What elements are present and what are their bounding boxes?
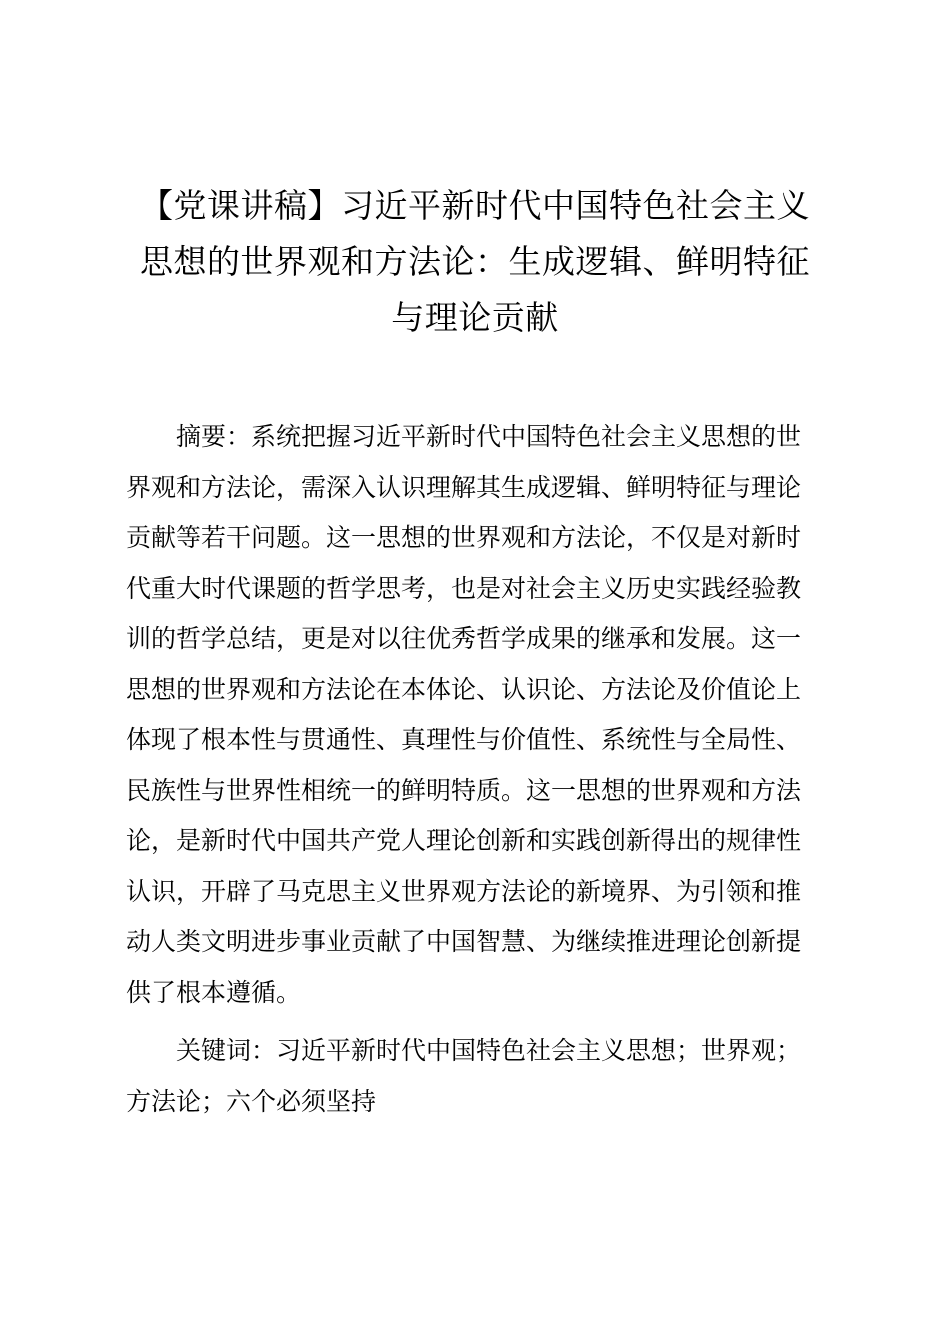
keywords-line: 方法论；六个必须坚持 bbox=[126, 1086, 377, 1116]
abstract-line: 贡献等若干问题。这一思想的世界观和方法论，不仅是对新时 bbox=[126, 523, 802, 552]
keywords-paragraph bbox=[126, 1026, 830, 1127]
abstract-line: 动人类文明进步事业贡献了中国智慧、为继续推进理论创新提 bbox=[126, 927, 802, 956]
abstract-line: 民族性与世界性相统一的鲜明特质。这一思想的世界观和方法 bbox=[126, 775, 802, 805]
title-line: 【党课讲稿】习近平新时代中国特色社会主义 bbox=[140, 186, 810, 225]
abstract-line: 摘要：系统把握习近平新时代中国特色社会主义思想的世 bbox=[176, 422, 802, 451]
document-title bbox=[118, 178, 832, 346]
keywords-line: 关键词：习近平新时代中国特色社会主义思想；世界观； bbox=[176, 1036, 802, 1065]
title-line: 与理论贡献 bbox=[391, 298, 559, 337]
abstract-line: 代重大时代课题的哲学思考，也是对社会主义历史实践经验教 bbox=[126, 573, 802, 603]
abstract-line: 体现了根本性与贯通性、真理性与价值性、系统性与全局性、 bbox=[126, 725, 802, 754]
abstract-line: 思想的世界观和方法论在本体论、认识论、方法论及价值论上 bbox=[126, 674, 802, 704]
abstract-line: 界观和方法论，需深入认识理解其生成逻辑、鲜明特征与理论 bbox=[126, 472, 802, 502]
abstract-line: 论，是新时代中国共产党人理论创新和实践创新得出的规律性 bbox=[126, 826, 802, 855]
abstract-line: 训的哲学总结，更是对以往优秀哲学成果的继承和发展。这一 bbox=[126, 624, 802, 653]
abstract-paragraph bbox=[126, 412, 830, 1018]
title-line: 思想的世界观和方法论：生成逻辑、鲜明特征 bbox=[140, 242, 810, 281]
abstract-line: 供了根本遵循。 bbox=[126, 977, 302, 1007]
abstract-line: 认识，开辟了马克思主义世界观方法论的新境界、为引领和推 bbox=[126, 876, 802, 906]
